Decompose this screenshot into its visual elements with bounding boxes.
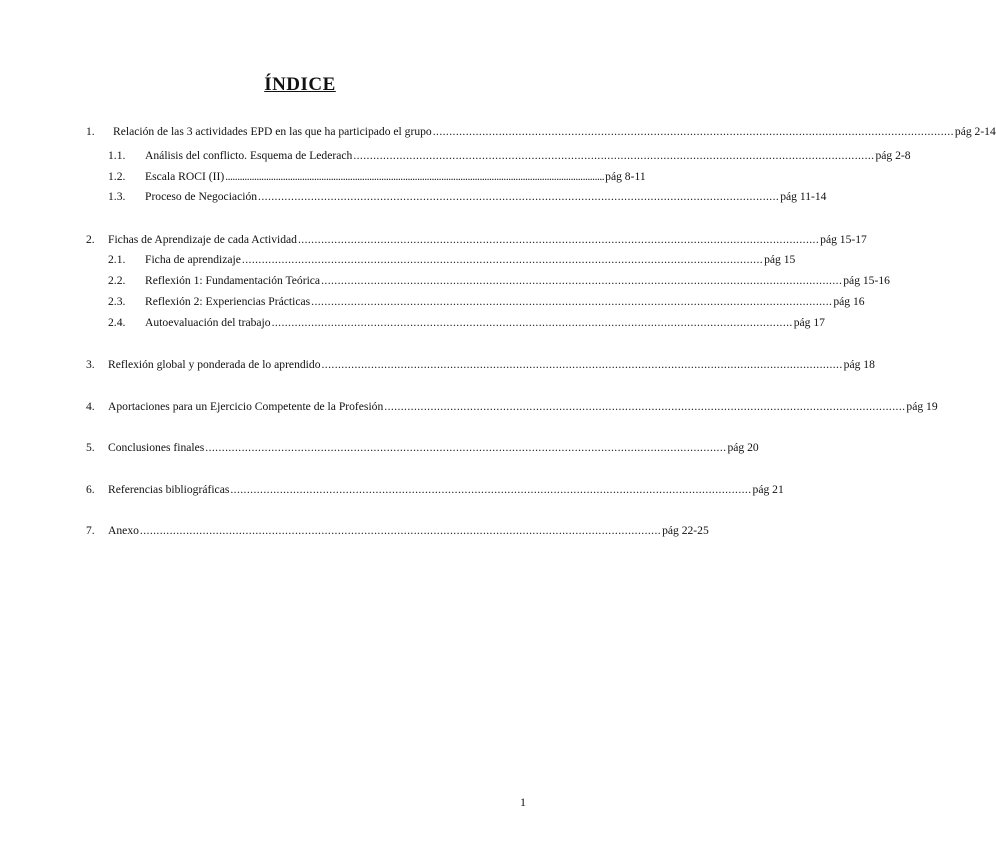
toc-entry-2[interactable] [86,232,867,248]
dot-leader: .............................................................................................................................................................. [271,316,793,329]
toc-page: pág 15 [764,253,796,266]
dot-leader: .............................................................................................................................................................. [139,524,662,537]
toc-number: 5. [86,441,95,454]
toc-entry-1-1[interactable] [108,148,911,164]
toc-entry-2-2[interactable] [108,273,890,289]
toc-entry-2-3[interactable] [108,294,865,310]
dot-leader: .............................................................................................................................................................. [241,253,764,266]
toc-entry-1-3[interactable] [108,189,827,205]
toc-entry-2-4[interactable] [108,315,825,331]
toc-number: 2.4. [108,316,126,329]
page-number: 1 [520,795,526,809]
dot-leader: .............................................................................................................................................................. [384,400,906,413]
toc-entry-1[interactable] [86,124,996,140]
toc-page: pág 17 [793,316,825,329]
dot-leader: .............................................................................................................................................................. [321,358,843,371]
dot-leader: .............................................................................................................................................................. [311,295,833,308]
toc-number: 3. [86,358,95,371]
dot-leader: .............................................................................................................................................................. [321,274,843,287]
dot-leader: .............................................................................................................................................................. [297,233,820,246]
dot-leader: .............................................................................................................................................................. [225,170,605,183]
toc-page: pág 11-14 [780,190,827,203]
toc-text: Aportaciones para un Ejercicio Competente de la Profesión [108,400,384,413]
toc-text: Reflexión 1: Fundamentación Teórica [145,274,321,287]
toc-text: Reflexión 2: Experiencias Prácticas [145,295,311,308]
toc-entry-1-2[interactable] [108,169,646,185]
dot-leader: .............................................................................................................................................................. [230,483,752,496]
toc-page: pág 8-11 [605,170,646,183]
toc-number: 7. [86,524,95,537]
toc-entry-2-1[interactable] [108,252,796,268]
toc-text: Anexo [108,524,139,537]
dot-leader: .............................................................................................................................................................. [205,441,727,454]
toc-page: pág 22-25 [662,524,709,537]
toc-number: 2. [86,233,95,246]
dot-leader: .............................................................................................................................................................. [258,190,780,203]
toc-text: Referencias bibliográficas [108,483,230,496]
toc-number: 1.1. [108,149,126,162]
toc-page: pág 20 [727,441,759,454]
toc-text: Conclusiones finales [108,441,205,454]
toc-number: 2.1. [108,253,126,266]
toc-entry-6[interactable] [86,482,784,498]
toc-number: 2.3. [108,295,126,308]
toc-number: 4. [86,400,95,413]
toc-page: pág 18 [843,358,875,371]
index-title: ÍNDICE [264,74,336,95]
toc-text: Autoevaluación del trabajo [145,316,271,329]
toc-entry-5[interactable] [86,440,759,456]
toc-page: pág 15-16 [843,274,890,287]
toc-number: 2.2. [108,274,126,287]
toc-text: Análisis del conflicto. Esquema de Lederach [145,149,353,162]
toc-page: pág 19 [906,400,938,413]
toc-page: pág 16 [833,295,865,308]
toc-text: Proceso de Negociación [145,190,258,203]
toc-entry-7[interactable] [86,523,709,539]
toc-entry-4[interactable] [86,399,938,415]
toc-page: pág 21 [752,483,784,496]
toc-number: 1.2. [108,170,126,183]
toc-number: 6. [86,483,95,496]
toc-page: pág 2-8 [875,149,911,162]
toc-page: pág 15-17 [820,233,867,246]
toc-number: 1. [86,125,95,138]
toc-text: Fichas de Aprendizaje de cada Actividad [108,233,297,246]
dot-leader: .............................................................................................................................................................. [432,125,954,138]
dot-leader: .............................................................................................................................................................. [353,149,875,162]
toc-text: Escala ROCI (II) [145,170,225,183]
toc-page: pág 2-14 [954,125,996,138]
toc-number: 1.3. [108,190,126,203]
toc-entry-3[interactable] [86,357,875,373]
toc-text: Reflexión global y ponderada de lo aprendido [108,358,321,371]
toc-text: Relación de las 3 actividades EPD en las que ha participado el grupo [113,125,432,138]
toc-text: Ficha de aprendizaje [145,253,241,266]
